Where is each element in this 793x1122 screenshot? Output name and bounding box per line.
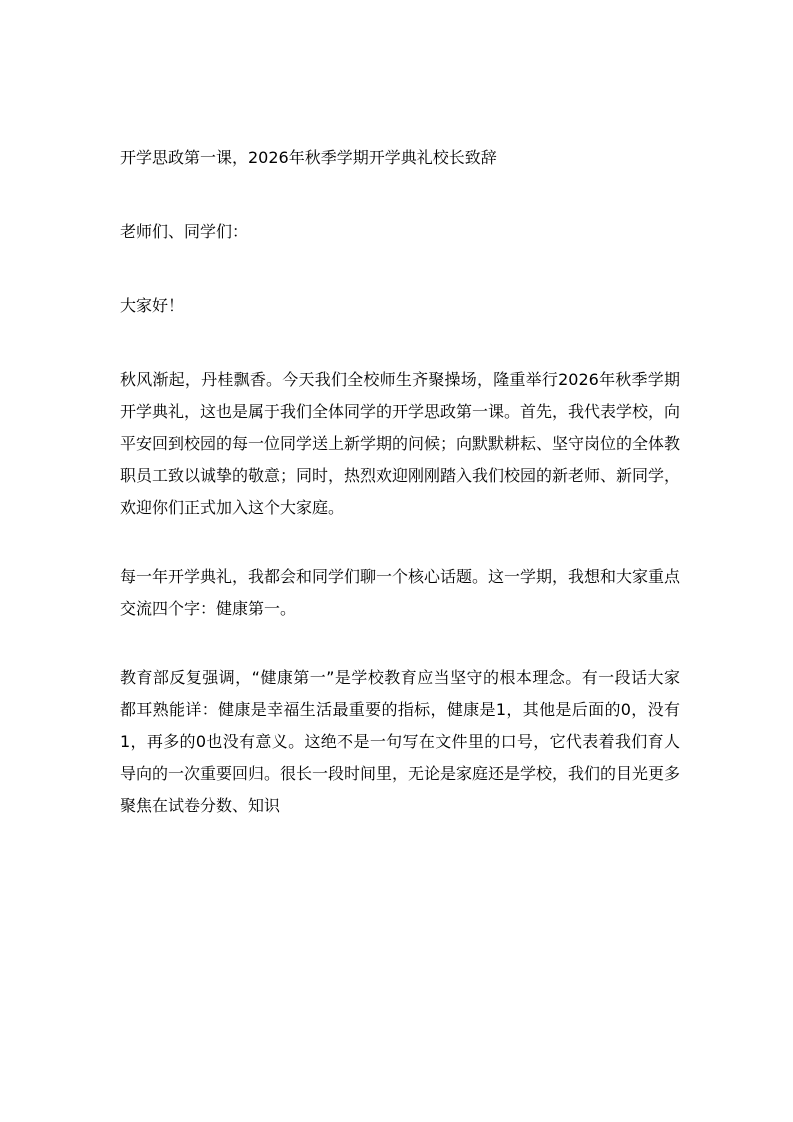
paragraph-3: 教育部反复强调，“健康第一”是学校教育应当坚守的根本理念。有一段话大家都耳熟能详：健康是幸福生活最重要的指标，健康是1，其他是后面的0，没有1，再多的0也没有意义。这绝不是一句写在文件里的口号，它代表着我们育人导向的一次重要回归。很长一段时间里，无论是家庭还是学校，我们的目光更多聚焦在试卷分数、知识	[120, 668, 681, 815]
greeting: 大家好！	[120, 296, 185, 315]
document-body	[120, 142, 680, 859]
paragraph-2: 每一年开学典礼，我都会和同学们聊一个核心话题。这一学期，我想和大家重点交流四个字：健康第一。	[120, 567, 681, 618]
salutation: 老师们、同学们：	[120, 222, 249, 241]
document-title: 开学思政第一课，2026年秋季学期开学典礼校长致辞	[120, 148, 497, 167]
paragraph-1: 秋风渐起，丹桂飘香。今天我们全校师生齐聚操场，隆重举行2026年秋季学期开学典礼，这也是属于我们全体同学的开学思政第一课。首先，我代表学校，向平安回到校园的每一位同学送上新学期的问候；向默默耕耘、坚守岗位的全体教职员工致以诚挚的敬意；同时，热烈欢迎刚刚踏入我们校园的新老师、新同学，欢迎你们正式加入这个大家庭。	[120, 370, 681, 517]
